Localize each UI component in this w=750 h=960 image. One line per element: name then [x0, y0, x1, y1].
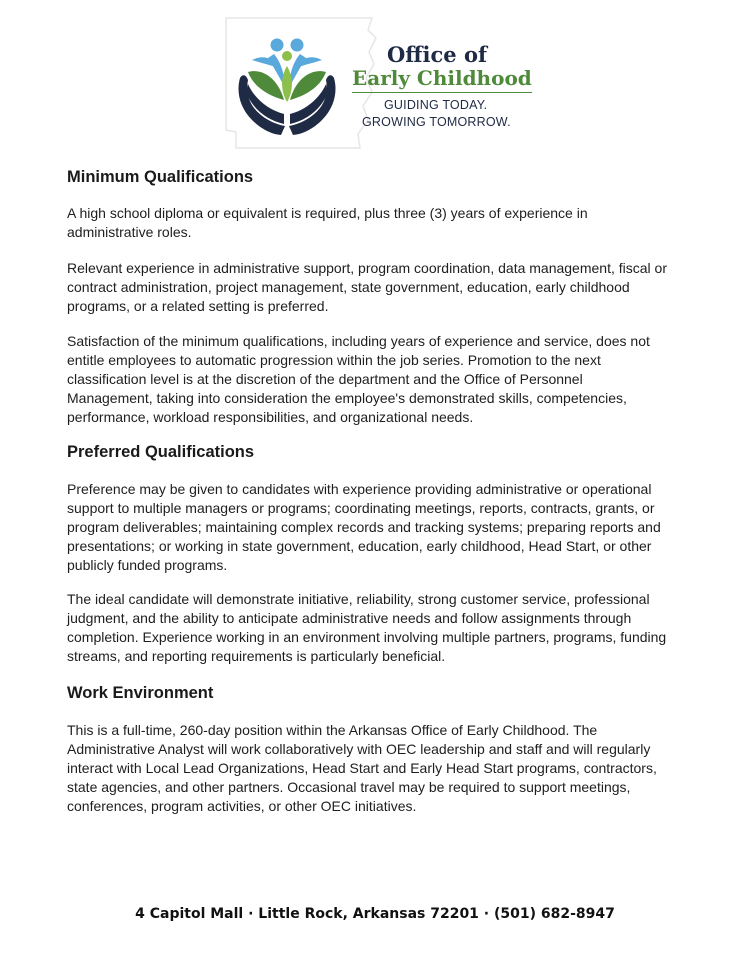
paragraph: This is a full-time, 260-day position within the Arkansas Office of Early Childhood. The Administrative Analyst will work collaboratively with OEC leadership and staff and will regularly interact with Local Lead Organizations, Head Start and Early Head Start programs, contractors, state agencies, and other partners. Occasional travel may be required to support meetings, conferences, program activities, or other OEC initiatives.	[67, 722, 657, 814]
paragraph: Relevant experience in administrative support, program coordination, data management, fiscal or contract administration, project management, state government, education, early childhood programs, or a related setting is preferred.	[67, 260, 667, 314]
org-name-line2: Early Childhood	[352, 66, 532, 93]
hands-holding-people-leaves-logo-icon	[234, 34, 340, 138]
paragraph: The ideal candidate will demonstrate initiative, reliability, strong customer service, professional judgment, and the ability to anticipate administrative needs and follow assignments through completion. Experience working in an environment involving multiple partners, programs, funding streams, and reporting requirements is particularly beneficial.	[67, 591, 667, 664]
section-heading-work-environment: Work Environment	[67, 684, 214, 702]
tagline-line2: GROWING TOMORROW.	[362, 115, 511, 129]
paragraph: Preference may be given to candidates with experience providing administrative or operational support to multiple managers or programs; coordinating meetings, reports, contracts, grants, or program deliverables; maintaining complex records and tracking systems; preparing reports and presentations; or working in state government, education, early childhood, Head Start, or other publicly funded programs.	[67, 481, 661, 573]
section-heading-minimum-qualifications: Minimum Qualifications	[67, 168, 254, 186]
section-heading-preferred-qualifications: Preferred Qualifications	[67, 443, 255, 461]
org-name-line1: Office of	[387, 42, 488, 67]
letterhead	[0, 0, 750, 165]
paragraph: A high school diploma or equivalent is required, plus three (3) years of experience in administrative roles.	[67, 205, 588, 240]
paragraph: Satisfaction of the minimum qualifications, including years of experience and service, does not entitle employees to automatic progression within the job series. Promotion to the next classification level is at the discretion of the department and the Office of Personnel Management, taking into consideration the employee's demonstrated skills, competencies, performance, workload responsibilities, and organizational needs.	[67, 333, 650, 425]
footer-address: 4 Capitol Mall · Little Rock, Arkansas 72201 · (501) 682-8947	[135, 906, 615, 922]
tagline-line1: GUIDING TODAY.	[384, 98, 488, 112]
